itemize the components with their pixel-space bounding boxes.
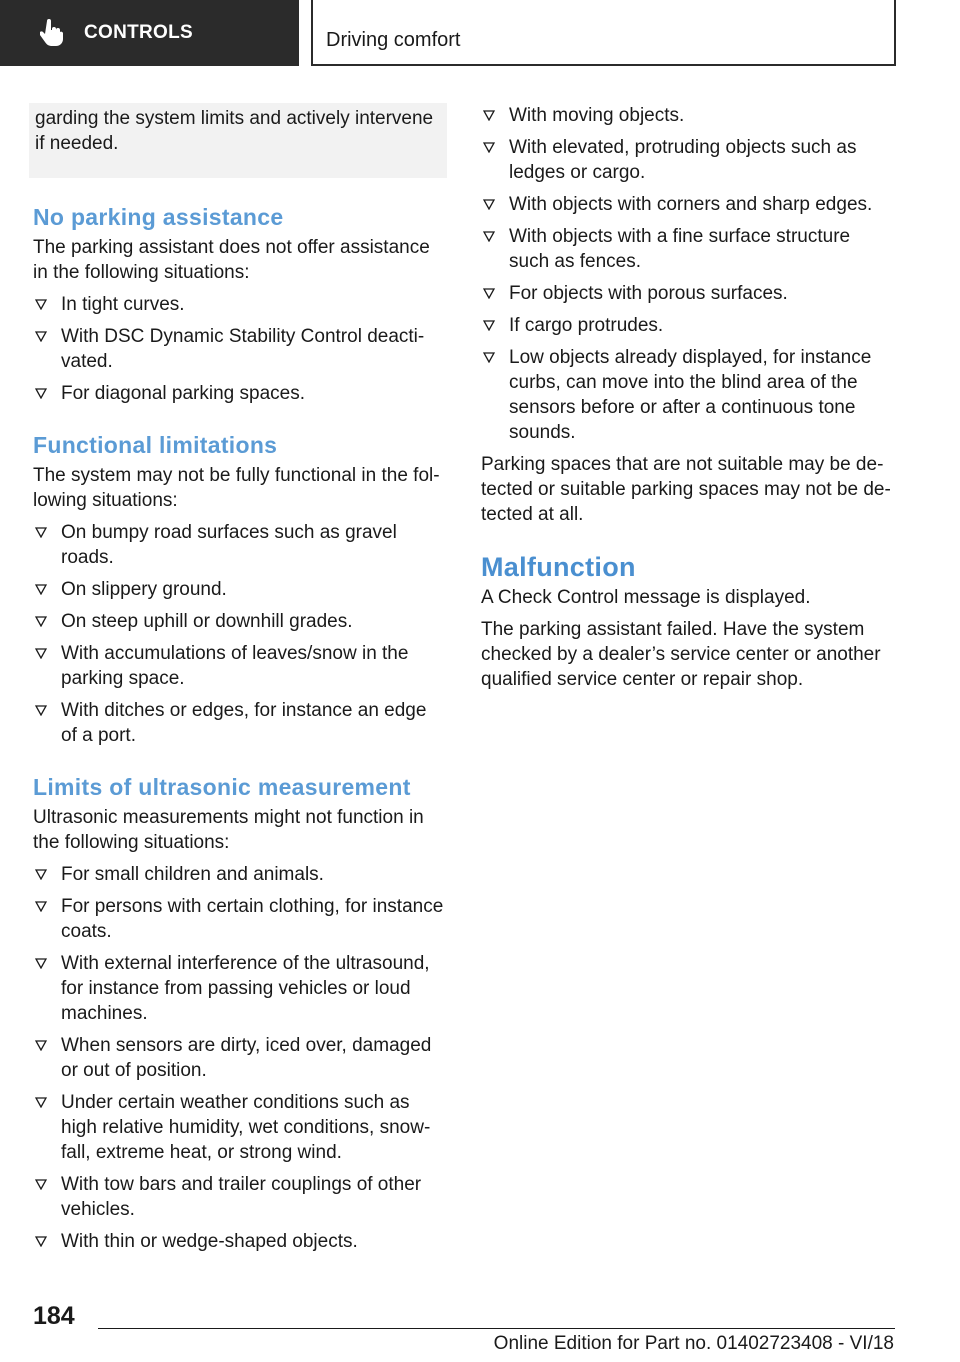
bullet-list (33, 862, 447, 1254)
footer-rule (98, 1328, 895, 1329)
list-item-text: With DSC Dynamic Stability Control deacti-vated. (61, 326, 425, 372)
list-item-text: With objects with a fine surface structure such as fences. (509, 226, 851, 272)
list-item (33, 894, 447, 944)
list-item-text: In tight curves. (61, 294, 185, 315)
list-item-text: For diagonal parking spaces. (61, 383, 305, 404)
page-header (0, 0, 960, 66)
bullet-triangle-icon (483, 231, 495, 242)
list-item-text: With external interference of the ultrasound, for instance from passing vehicles or loud machines. (61, 953, 430, 1024)
bullet-triangle-icon (35, 388, 47, 399)
list-item-text: With accumulations of leaves/snow in the parking space. (61, 643, 409, 689)
list-item (33, 641, 447, 691)
list-item-text: With ditches or edges, for instance an edge of a port. (61, 700, 427, 746)
list-item-text: For persons with certain clothing, for instance coats. (61, 896, 444, 942)
list-item (33, 520, 447, 570)
section-tab (0, 0, 299, 66)
bullet-triangle-icon (35, 1040, 47, 1051)
note-text: garding the system limits and actively intervene if needed. (35, 108, 434, 154)
bullet-triangle-icon (35, 1236, 47, 1247)
header-underline (311, 64, 896, 66)
list-item-text: With thin or wedge-shaped objects. (61, 1231, 358, 1252)
page-number: 184 (33, 1302, 75, 1330)
list-item (481, 224, 895, 274)
list-item-text: With objects with corners and sharp edges. (509, 194, 873, 215)
list-item (481, 345, 895, 445)
malfunction-heading: Malfunction (481, 552, 636, 582)
bullet-triangle-icon (35, 901, 47, 912)
list-item (481, 192, 895, 217)
list-item (481, 281, 895, 306)
list-item-text: When sensors are dirty, iced over, damaged or out of position. (61, 1035, 432, 1081)
list-item (33, 1229, 447, 1254)
left-column (33, 103, 447, 1261)
list-item-text: On slippery ground. (61, 579, 227, 600)
list-item (33, 292, 447, 317)
list-item (33, 324, 447, 374)
list-item-text: Low objects already displayed, for instance curbs, can move into the blind area of the sensors before or after a continuous tone sounds. (509, 347, 872, 443)
section-intro: The system may not be fully functional in the fol-lowing situations: (33, 465, 440, 511)
bullet-triangle-icon (483, 110, 495, 121)
bullet-triangle-icon (483, 352, 495, 363)
list-item-text: On bumpy road surfaces such as gravel roads. (61, 522, 397, 568)
bullet-triangle-icon (35, 527, 47, 538)
bullet-triangle-icon (483, 320, 495, 331)
bullet-triangle-icon (35, 616, 47, 627)
bullet-triangle-icon (35, 331, 47, 342)
list-item (33, 1033, 447, 1083)
header-divider (311, 0, 313, 66)
list-item (33, 1172, 447, 1222)
list-item (33, 698, 447, 748)
malfunction-paragraph: The parking assistant failed. Have the system checked by a dealer’s service center or another qualified service center or repair shop. (481, 619, 881, 690)
edition-text: Online Edition for Part no. 01402723408 - VI/18 (493, 1333, 894, 1354)
list-item-text: With elevated, protruding objects such as ledges or cargo. (509, 137, 857, 183)
section-intro: The parking assistant does not offer assistance in the following situations: (33, 237, 430, 283)
list-item (33, 862, 447, 887)
bullet-triangle-icon (35, 1097, 47, 1108)
right-bullet-list (481, 103, 895, 445)
bullet-triangle-icon (35, 705, 47, 716)
header-right-border (894, 0, 896, 66)
right-column (481, 103, 895, 699)
bullet-list (33, 292, 447, 406)
list-item (33, 609, 447, 634)
bullet-triangle-icon (35, 584, 47, 595)
section-heading: No parking assistance (33, 204, 284, 230)
hand-pointer-icon (40, 19, 66, 47)
bullet-triangle-icon (483, 142, 495, 153)
bullet-list (33, 520, 447, 748)
list-item-text: On steep uphill or downhill grades. (61, 611, 353, 632)
bullet-triangle-icon (35, 1179, 47, 1190)
list-item-text: If cargo protrudes. (509, 315, 664, 336)
left-sections (33, 203, 447, 1254)
list-item-text: For small children and animals. (61, 864, 324, 885)
list-item (481, 135, 895, 185)
list-item (33, 577, 447, 602)
bullet-triangle-icon (35, 648, 47, 659)
list-item (33, 1090, 447, 1165)
bullet-triangle-icon (483, 199, 495, 210)
malfunction-paragraph: A Check Control message is displayed. (481, 587, 811, 608)
list-item-text: With moving objects. (509, 105, 685, 126)
list-item-text: With tow bars and trailer couplings of other vehicles. (61, 1174, 422, 1220)
bullet-triangle-icon (35, 299, 47, 310)
bullet-triangle-icon (483, 288, 495, 299)
section-intro: Ultrasonic measurements might not function in the following situations: (33, 807, 424, 853)
chapter-title: Driving comfort (326, 29, 461, 51)
list-item (481, 103, 895, 128)
list-item-text: For objects with porous surfaces. (509, 283, 788, 304)
section-heading: Limits of ultrasonic measurement (33, 774, 411, 800)
malfunction-body (481, 585, 895, 692)
bullet-triangle-icon (35, 869, 47, 880)
list-item (33, 951, 447, 1026)
list-item-text: Under certain weather conditions such as high relative humidity, wet conditions, snow-fall, extreme heat, or strong wind. (61, 1092, 431, 1163)
list-item (481, 313, 895, 338)
after-list-text: Parking spaces that are not suitable may be de-tected or suitable parking spaces may not be de-tected at all. (481, 454, 891, 525)
note-box (29, 103, 447, 178)
list-item (33, 381, 447, 406)
bullet-triangle-icon (35, 958, 47, 969)
section-label: CONTROLS (84, 22, 194, 43)
section-heading: Functional limitations (33, 432, 278, 458)
